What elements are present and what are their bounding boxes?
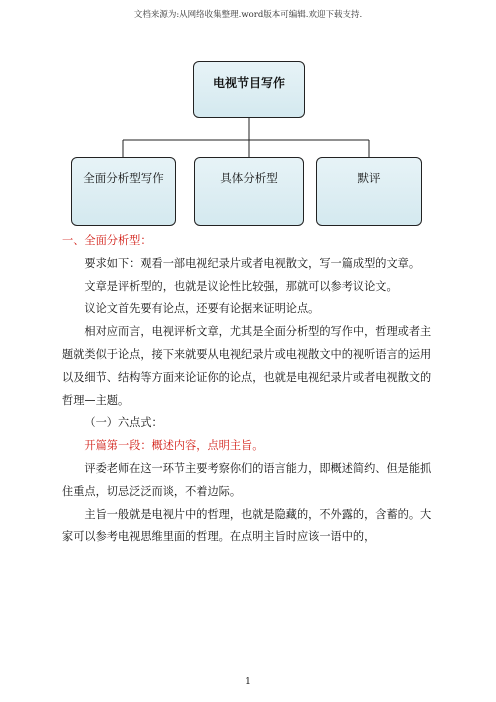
section-title: 一、全面分析型： xyxy=(62,234,152,247)
diagram-node-full-analysis: 全面分析型写作 xyxy=(71,157,176,226)
diagram-root-node: 电视节目写作 xyxy=(193,61,305,118)
subsection-title: （一）六点式： xyxy=(84,416,163,430)
page-header: 文档来源为:从网络收集整理.word版本可编辑.欢迎下载支持. xyxy=(133,10,363,20)
diagram-node-specific-analysis: 具体分析型 xyxy=(194,157,304,226)
paragraph: 议论文首先要有论点，还要有论据来证明论点。 xyxy=(84,302,320,316)
diagram-node-commentary: 默评 xyxy=(316,157,422,226)
highlight-heading: 开篇第一段：概述内容，点明主旨。 xyxy=(84,439,264,453)
paragraph: 要求如下：观看一部电视纪录片或者电视散文，写一篇成型的文章。 xyxy=(84,256,421,270)
paragraph: 评委老师在这一环节主要考察你们的语言能力，即概述简约、但是能抓住重点，切忌泛泛而谈，不着边际。 xyxy=(62,461,432,498)
paragraph: 相对应而言，电视评析文章，尤其是全面分析型的写作中，哲理或者主题就类似于论点，接下来就要从电视纪录片或电视散文中的视听语言的运用以及细节、结构等方面来论证你的论点，也就是电视纪录片或者电视散文的哲理—主题。 xyxy=(62,325,432,407)
document-body xyxy=(62,230,434,549)
paragraph: 主旨一般就是电视片中的哲理，也就是隐藏的，不外露的，含蓄的。大家可以参考电视思维里面的哲理。在点明主旨时应该一语中的， xyxy=(62,507,432,544)
paragraph: 文章是评析型的，也就是议论性比较强，那就可以参考议论文。 xyxy=(84,279,398,293)
page-number: 1 xyxy=(245,677,251,687)
structure-diagram xyxy=(0,0,496,240)
